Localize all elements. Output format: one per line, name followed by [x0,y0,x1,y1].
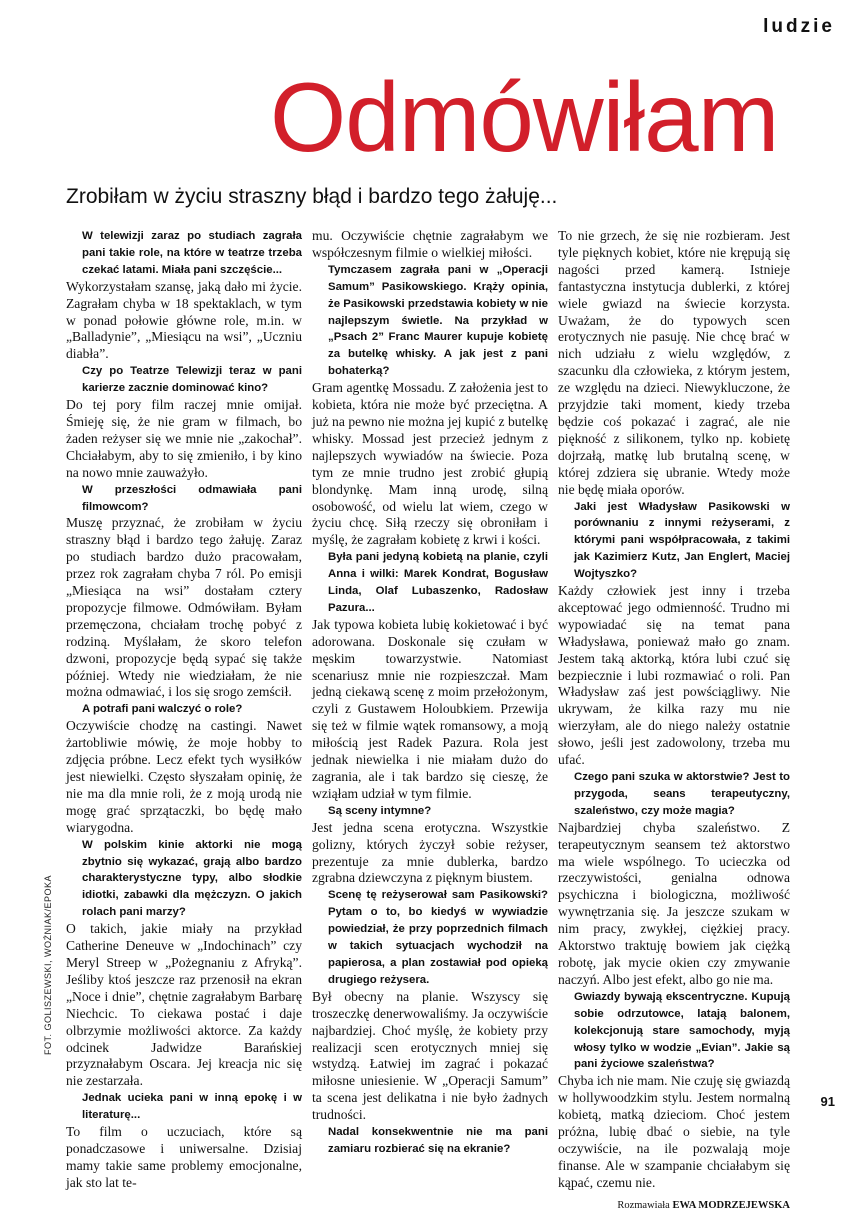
interview-answer: Był obecny na planie. Wszyscy się troszeczkę denerwowaliśmy. Ja oczywiście najbardziej. Choć myślę, że kobiety przy realizacji scen erotycznych mniej się wstydzą. Łatwiej im zagrać i pokazać miłosne uniesienie. W „Operacji Samum” ta scena jest delikatna i nie było żadnych trudności. [312,988,548,1123]
interview-answer: Jest jedna scena erotyczna. Wszystkie golizny, których życzył sobie reżyser, prezentuje za mnie dublerka, bardzo zgrabna dziewczyna z pięknym biustem. [312,819,548,886]
interview-question: Scenę tę reżyserował sam Pasikowski? Pytam o to, bo kiedyś w wywiadzie powiedział, że przy poprzednich filmach w takich sytuacjach wychodził na papierosa, a plan zostawiał pod opieką drugiego reżysera. [328,889,548,986]
credit-name: EWA MODRZEJEWSKA [672,1199,790,1211]
author-credit [558,1198,790,1215]
interview-answer: Muszę przyznać, że zrobiłam w życiu straszny błąd i bardzo tego żałuję. Zaraz po studiach bardzo dużo pracowałam, przez rok zagrałam chyba 7 ról. Po emisji „Miesiąca na wsi” dostałam cztery propozycje filmowe. Odmówiłam. Byłam przemęczona, chciałam trochę pobyć z rodziną. Myślałam, że skoro telefon dzwoni, propozycje będą sypać się także później. Wtedy nie wiedziałam, że nie można odmawiać, i los się srogo zemścił. [66,515,302,700]
section-tag: ludzie [763,16,835,37]
interview-answer: Do tej pory film raczej mnie omijał. Śmieję się, że nie gram w filmach, bo żaden reżyser się we mnie nie „zakochał”. Chciałabym, aby to się zmieniło, i by kino na nowo mnie zauważyło. [66,397,302,480]
column-1 [66,228,302,1192]
interview-answer: Jak typowa kobieta lubię kokietować i być adorowana. Doskonale się czułam w męskim towarzystwie. Natomiast scenariusz mnie nie rozpieszczał. Mam jedną ciekawą scenę z moim przełożonym, czyli z Gustawem Holoubkiem. Przewija się też w filmie wątek romansowy, a moją miłością jest Radek Pazura. Rola jest jednak niewielka i nie miałam dużo do zagrania, ale i tak bardzo się cieszę, że wziąłam udział w tym filmie. [312,616,548,801]
article-lead: Zrobiłam w życiu straszny błąd i bardzo tego żałuję... [66,185,558,208]
interview-answer: Każdy człowiek jest inny i trzeba akceptować jego odmienność. Trudno mi wypowiadać się na temat pana Władysława, ponieważ mało go znam. Jestem taką aktorką, która lubi czuć się bezpiecznie i lubi rozmawiać o roli. Pan Władysław zaś jest powściągliwy. Nie ukrywam, że kilka razy mu nie wierzyłam, ale do niego należy ostatnie słowo, jeśli jest zadowolony, trzeba mu ufać. [558,583,790,768]
interview-question: Czego pani szuka w aktorstwie? Jest to przygoda, seans terapeutyczny, szaleństwo, czy może magia? [574,771,790,817]
interview-question: W przeszłości odmawiała pani filmowcom? [82,483,302,513]
interview-answer: Gram agentkę Mossadu. Z założenia jest to kobieta, która nie może być przeciętna. A już na pewno nie można jej kupić z butelkę whisky. Mossad jest przecież jednym z najlepszych wywiadów na świecie. Poza tym ze mnie trudno jest zrobić głupią blondynkę. Mam inną urodę, silną osobowość, od wielu lat wiem, czego w życiu chcę. Siłą rzeczy się obroniłam i myślę, że zagrałam kobietę z krwi i kości. [312,380,548,548]
interview-question: A potrafi pani walczyć o role? [82,703,243,716]
interview-question: Są sceny intymne? [328,804,432,817]
interview-answer: Chyba ich nie mam. Nie czuję się gwiazdą w hollywoodzkim stylu. Jestem normalną kobietą, matką dzieciom. Choć jestem próżna, lubię dbać o siebie, na tyle oczywiście, na ile pozwalają moje finanse. Ale w szampanie chciałabym się kąpać, czemu nie. [558,1073,790,1190]
interview-question: Jaki jest Władysław Pasikowski w porównaniu z innymi reżyserami, z którymi pani współpracowała, z takimi jak Kazimierz Kutz, Jan Englert, Maciej Wojtyszko? [574,500,790,581]
interview-answer: Najbardziej chyba szaleństwo. Z terapeutycznym seansem też aktorstwo ma wiele wspólnego. To ucieczka od rzeczywistości, genialna odnowa psychiczna i biologiczna, możliwość wywnętrzania się. Ja jeszcze szukam w nim pracy, zwykłej, ciężkiej pracy. Aktorstwo traktuję bowiem jak ciężką robotę, jak mycie okien czy zmywanie naczyń. Albo jest efekt, albo go nie ma. [558,819,790,987]
interview-question: Tymczasem zagrała pani w „Operacji Samum” Pasikowskiego. Krąży opinia, że Pasikowski przedstawia kobiety w nie najlepszym świetle. Na przykład w „Psach 2” Franc Maurer kupuje kobietę za butelkę whisky. A jak jest z pani bohaterką? [328,263,548,378]
interview-question: Czy po Teatrze Telewizji teraz w pani karierze zacznie dominować kino? [82,365,302,395]
interview-question: W polskim kinie aktorki nie mogą zbytnio się wykazać, grają albo bardzo charakterystyczne typy, albo słodkie idiotki, zabawki dla mężczyzn. O jakich rolach pani marzy? [82,838,302,919]
column-2 [312,228,548,1158]
interview-answer: To nie grzech, że się nie rozbieram. Jest tyle pięknych kobiet, które nie krępują się nagości przed kamerą. Istnieje fantastyczna instytucja dublerki, z której wiele gwiazd na świecie korzysta. Uważam, że do typowych scen erotycznych nie pasuję. Nie chcę brać w nich udziału z wielu względów, z szacunku dla człowieka, z którym jestem, ze względu na dzieci. Niewykluczone, że przyjdzie taki moment, kiedy trzeba będzie coś pokazać i zagrać, ale nie piękność z silikonem, tylko np. kobietę dojrzałą, matkę lub brutalną scenę, w której zdziera się ubranie. Wtedy może nie będę miała oporów. [558,228,790,497]
interview-question: W telewizji zaraz po studiach zagrała pani takie role, na które w teatrze trzeba czekać latami. Miała pani szczęście... [82,230,302,276]
interview-question: Nadal konsekwentnie nie ma pani zamiaru rozbierać się na ekranie? [328,1126,548,1155]
interview-question: Gwiazdy bywają ekscentryczne. Kupują sobie odrzutowce, latają balonem, kolekcjonują stare samochody, myją włosy tylko w wodzie „Evian”. Jakie są pani życiowe szaleństwa? [574,990,790,1071]
interview-question: Jednak ucieka pani w inną epokę i w literaturę... [82,1092,302,1122]
article-title: Odmówiłam [270,62,779,172]
interview-answer: To film o uczuciach, które są ponadczasowe i uniwersalne. Dzisiaj mamy takie same problemy emocjonalne, jak sto lat te- [66,1124,302,1190]
photo-credit: FOT. GOLISZEWSKI, WOŹNIAK/EPOKA [43,874,53,1055]
column-3 [558,228,790,1215]
credit-prefix: Rozmawiała [617,1199,670,1211]
interview-question: Była pani jedyną kobietą na planie, czyli Anna i wilki: Marek Kondrat, Bogusław Linda, Olaf Lubaszenko, Radosław Pazura... [328,551,548,614]
interview-answer: O takich, jakie miały na przykład Catherine Deneuve w „Indochinach” czy Meryl Streep w „Pożegnaniu z Afryką”. Jeśliby ktoś jeszcze raz przenosił na ekran „Noce i dnie”, chętnie zagrałabym Barbarę Niechcic. To ciekawa postać i daje olbrzymie możliwości aktorce. Za każdy odcinek Jadwidze Barańskiej przyznałabym Oscara. Jej kreacja nic się nie zestarzała. [66,921,302,1089]
interview-answer: Wykorzystałam szansę, jaką dało mi życie. Zagrałam chyba w 18 spektaklach, w tym w ponad połowie główne role, m.in. w „Balladynie”, „Miesiącu na wsi”, „Uczniu diabła”. [66,278,302,362]
page-number: 91 [820,1094,835,1109]
interview-answer: Oczywiście chodzę na castingi. Nawet żartobliwie mówię, że moje hobby to zdjęcia próbne. Lecz efekt tych wysiłków jest niewielki. Często słyszałam opinię, że nie ma dla mnie roli, że z moją urodą nie mogę grać sprzątaczki, bo będę mało wiarygodna. [66,718,302,835]
interview-answer: mu. Oczywiście chętnie zagrałabym we współczesnym filmie o wielkiej miłości. [312,228,548,260]
